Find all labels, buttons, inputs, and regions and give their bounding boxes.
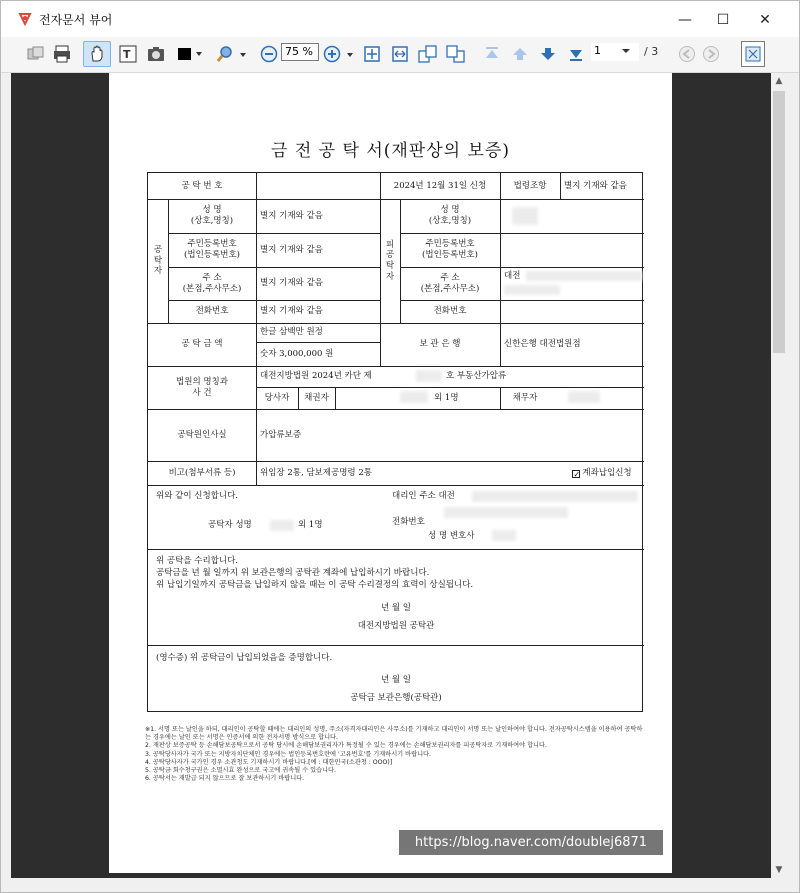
court-case-label: 법원의 명칭과 사 건 — [176, 376, 228, 398]
acceptance-line-3: 위 납입기일까지 공탁금을 납입하지 않을 때는 이 공탁 수리결정의 효력이 상실됩니다. — [156, 579, 474, 590]
zoom-in-icon[interactable] — [323, 41, 357, 67]
acceptance-line-2: 공탁금을 년 월 일까지 위 보관은행의 공탁관 계좌에 납입하시기 바랍니다. — [156, 567, 430, 578]
receipt-date: 년 월 일 — [380, 674, 412, 685]
beneficiary-address-prefix: 대전 — [504, 270, 521, 281]
agent-name: 성 명 변호사 — [428, 530, 475, 541]
beneficiary-address-label: 주 소 (본점,주사무소) — [420, 272, 480, 294]
amount-korean: 한글 삼백만 원정 — [260, 327, 323, 338]
agent-address: 대리인 주소 대전 — [392, 490, 455, 501]
scroll-down-icon[interactable]: ▼ — [775, 865, 783, 875]
court-case-value-b: 호 부동산가압류 — [446, 371, 507, 382]
page-total: / 3 — [644, 45, 659, 58]
court-case-value: 대전지방법원 2024년 카단 제 — [260, 371, 372, 382]
redacted-address-2 — [504, 285, 560, 295]
cause-label: 공탁원인사실 — [177, 429, 227, 440]
beneficiary-label: 피 공 탁 자 — [385, 239, 395, 282]
rotate-left-icon[interactable] — [417, 41, 439, 67]
application-date: 2024년 12월 31일 신청 — [393, 180, 487, 191]
amount-digits: 숫자 3,000,000 원 — [260, 348, 334, 359]
scroll-up-icon[interactable]: ▲ — [775, 76, 783, 86]
rotate-right-icon[interactable] — [445, 41, 467, 67]
remarks-label: 비고(첨부서류 등) — [168, 467, 236, 478]
close-button[interactable]: ✕ — [759, 12, 771, 28]
depositor-phone-value: 별지 기재와 같음 — [260, 306, 323, 317]
account-deposit-option[interactable] — [560, 461, 644, 485]
redacted-agent-address — [472, 491, 638, 502]
print-icon[interactable] — [51, 41, 73, 67]
cause-value: 가압류보증 — [260, 429, 302, 440]
footnote: 5. 공탁금 회수청구권은 소멸시효 완성으로 국고에 귀속될 수 있습니다. — [145, 766, 336, 774]
minimize-button[interactable]: — — [678, 12, 692, 28]
deposit-form — [147, 172, 643, 712]
document-title: 금 전 공 탁 서(재판상의 보증) — [271, 141, 510, 161]
depositor-label: 공 탁 자 — [153, 245, 163, 277]
toolbar — [1, 37, 799, 73]
debtor-label: 채무자 — [512, 392, 538, 403]
beneficiary-id-label: 주민등록번호 (법인등록번호) — [422, 239, 478, 260]
account-deposit-label: 계좌납입신청 — [582, 467, 632, 478]
beneficiary-name-label: 성 명 (상호,명칭) — [428, 205, 472, 226]
redacted-case-no — [416, 370, 442, 382]
document-page — [109, 73, 672, 873]
fit-width-icon[interactable] — [389, 41, 411, 67]
footnote: 3. 공탁당사자가 국가 또는 지방자치단체인 경우에는 법인등록번호란에 '고유번호'를 기재하시기 바랍니다. — [145, 750, 431, 758]
footnote: 4. 공탁당사자가 국가인 경우 소관청도 기재하시기 바랍니다.[예 : 대한민국(소관청 : OOO)] — [145, 758, 393, 766]
blog-watermark: https://blog.naver.com/doublej6871 — [399, 830, 663, 855]
redacted-creditor — [400, 391, 428, 403]
scrollbar-thumb[interactable] — [773, 91, 785, 353]
previous-page-icon[interactable] — [509, 41, 531, 67]
depositor-name-others: 외 1명 — [298, 519, 323, 530]
depositor-id-label: 주민등록번호 (법인등록번호) — [184, 239, 240, 260]
color-picker-icon[interactable] — [177, 41, 205, 67]
depositor-address-label: 주 소 (본점,주사무소) — [182, 272, 242, 294]
deposit-amount-label: 공 탁 금 액 — [181, 339, 223, 350]
deposit-number-label: 공 탁 번 호 — [181, 180, 223, 191]
law-provision-value: 별지 기재와 같음 — [564, 180, 627, 191]
last-page-icon[interactable] — [565, 41, 587, 67]
receipt-text: (영수증) 위 공탁금이 납입되었음을 증명합니다. — [156, 652, 333, 663]
text-select-icon[interactable] — [117, 41, 139, 67]
depositor-name-sign: 공탁자 성명 — [208, 519, 252, 530]
svg-text:T: T — [123, 48, 131, 61]
law-provision-label: 법령조항 — [513, 180, 547, 191]
acceptance-line-1: 위 공탁을 수리합니다. — [156, 555, 239, 566]
custody-bank-value: 신한은행 대전법원점 — [504, 339, 581, 350]
depositor-phone-label: 전화번호 — [195, 306, 229, 317]
depositor-name-label: 성 명 (상호,명칭) — [190, 205, 234, 226]
redacted-depositor-name — [270, 520, 294, 531]
hand-tool-icon[interactable] — [83, 41, 111, 67]
history-forward-icon[interactable] — [701, 41, 721, 67]
zoom-out-icon[interactable] — [259, 41, 279, 67]
redacted-debtor — [568, 391, 600, 403]
page-dropdown-icon[interactable] — [619, 41, 633, 61]
footnote: ※1. 서명 또는 날인을 하되, 대리인이 공탁할 때에는 대리인의 성명, 주소(자격자대리인은 사무소)를 기재하고 대리인이 서명 또는 날인하여야 합니다. 전자공탁시스템을 이용하여 공탁하는 경우에는 날인 또는 서명은 인증서에 의한 전자서명 방식으로 합니다. — [145, 726, 643, 742]
applied-text: 위와 같이 신청합니다. — [156, 490, 239, 501]
court-officer: 대전지방법원 공탁관 — [357, 620, 435, 631]
footnote: 6. 공탁서는 재발급 되지 않으므로 잘 보관하시기 바랍니다. — [145, 775, 305, 783]
fit-page-icon[interactable] — [361, 41, 383, 67]
document-viewport[interactable] — [11, 73, 771, 878]
zoom-tool-icon[interactable] — [215, 41, 251, 67]
copy-icon[interactable] — [25, 41, 47, 67]
window-title: 전자문서 뷰어 — [39, 13, 113, 27]
history-back-icon[interactable] — [677, 41, 697, 67]
title-bar — [1, 1, 799, 37]
footnotes — [145, 726, 645, 783]
redacted-agent-name — [492, 530, 516, 541]
depositor-id-value: 별지 기재와 같음 — [260, 244, 323, 255]
agent-phone-label: 전화번호 — [392, 516, 425, 527]
depositor-name-value: 별지 기재와 같음 — [260, 210, 323, 221]
beneficiary-phone-label: 전화번호 — [433, 306, 467, 317]
acceptance-date: 년 월 일 — [380, 602, 412, 613]
vertical-scrollbar[interactable] — [771, 73, 787, 878]
next-page-icon[interactable] — [537, 41, 559, 67]
remarks-value: 위임장 2통, 담보제공명령 2통 — [260, 467, 372, 478]
fullscreen-icon[interactable] — [741, 41, 765, 67]
redacted-address-1 — [526, 271, 642, 281]
first-page-icon[interactable] — [481, 41, 503, 67]
page-number-input[interactable]: 1 — [591, 43, 639, 61]
depositor-address-value: 별지 기재와 같음 — [260, 278, 323, 289]
status-bar — [1, 878, 799, 892]
footnote: 2. 재판상 보증공탁 등 손해담보공탁으로서 공탁 당시에 손해담보권리자가 특정될 수 있는 경우에는 손해담보권리자를 피공탁자로 기재하여야 합니다. — [145, 742, 547, 750]
custody-bank-label: 보 관 은 행 — [419, 339, 461, 350]
zoom-input[interactable]: 75 % — [281, 43, 319, 61]
party-label: 당사자 — [264, 392, 290, 403]
creditor-label: 채권자 — [304, 392, 329, 403]
app-logo-icon — [17, 11, 33, 27]
bank-officer: 공탁금 보관은행(공탁관) — [350, 692, 442, 703]
creditor-others: 외 1명 — [434, 392, 459, 403]
snapshot-icon[interactable] — [145, 41, 167, 67]
checkbox-checked-icon[interactable]: ✓ — [573, 470, 581, 479]
redacted-name — [512, 207, 538, 225]
maximize-button[interactable]: ☐ — [716, 12, 730, 28]
